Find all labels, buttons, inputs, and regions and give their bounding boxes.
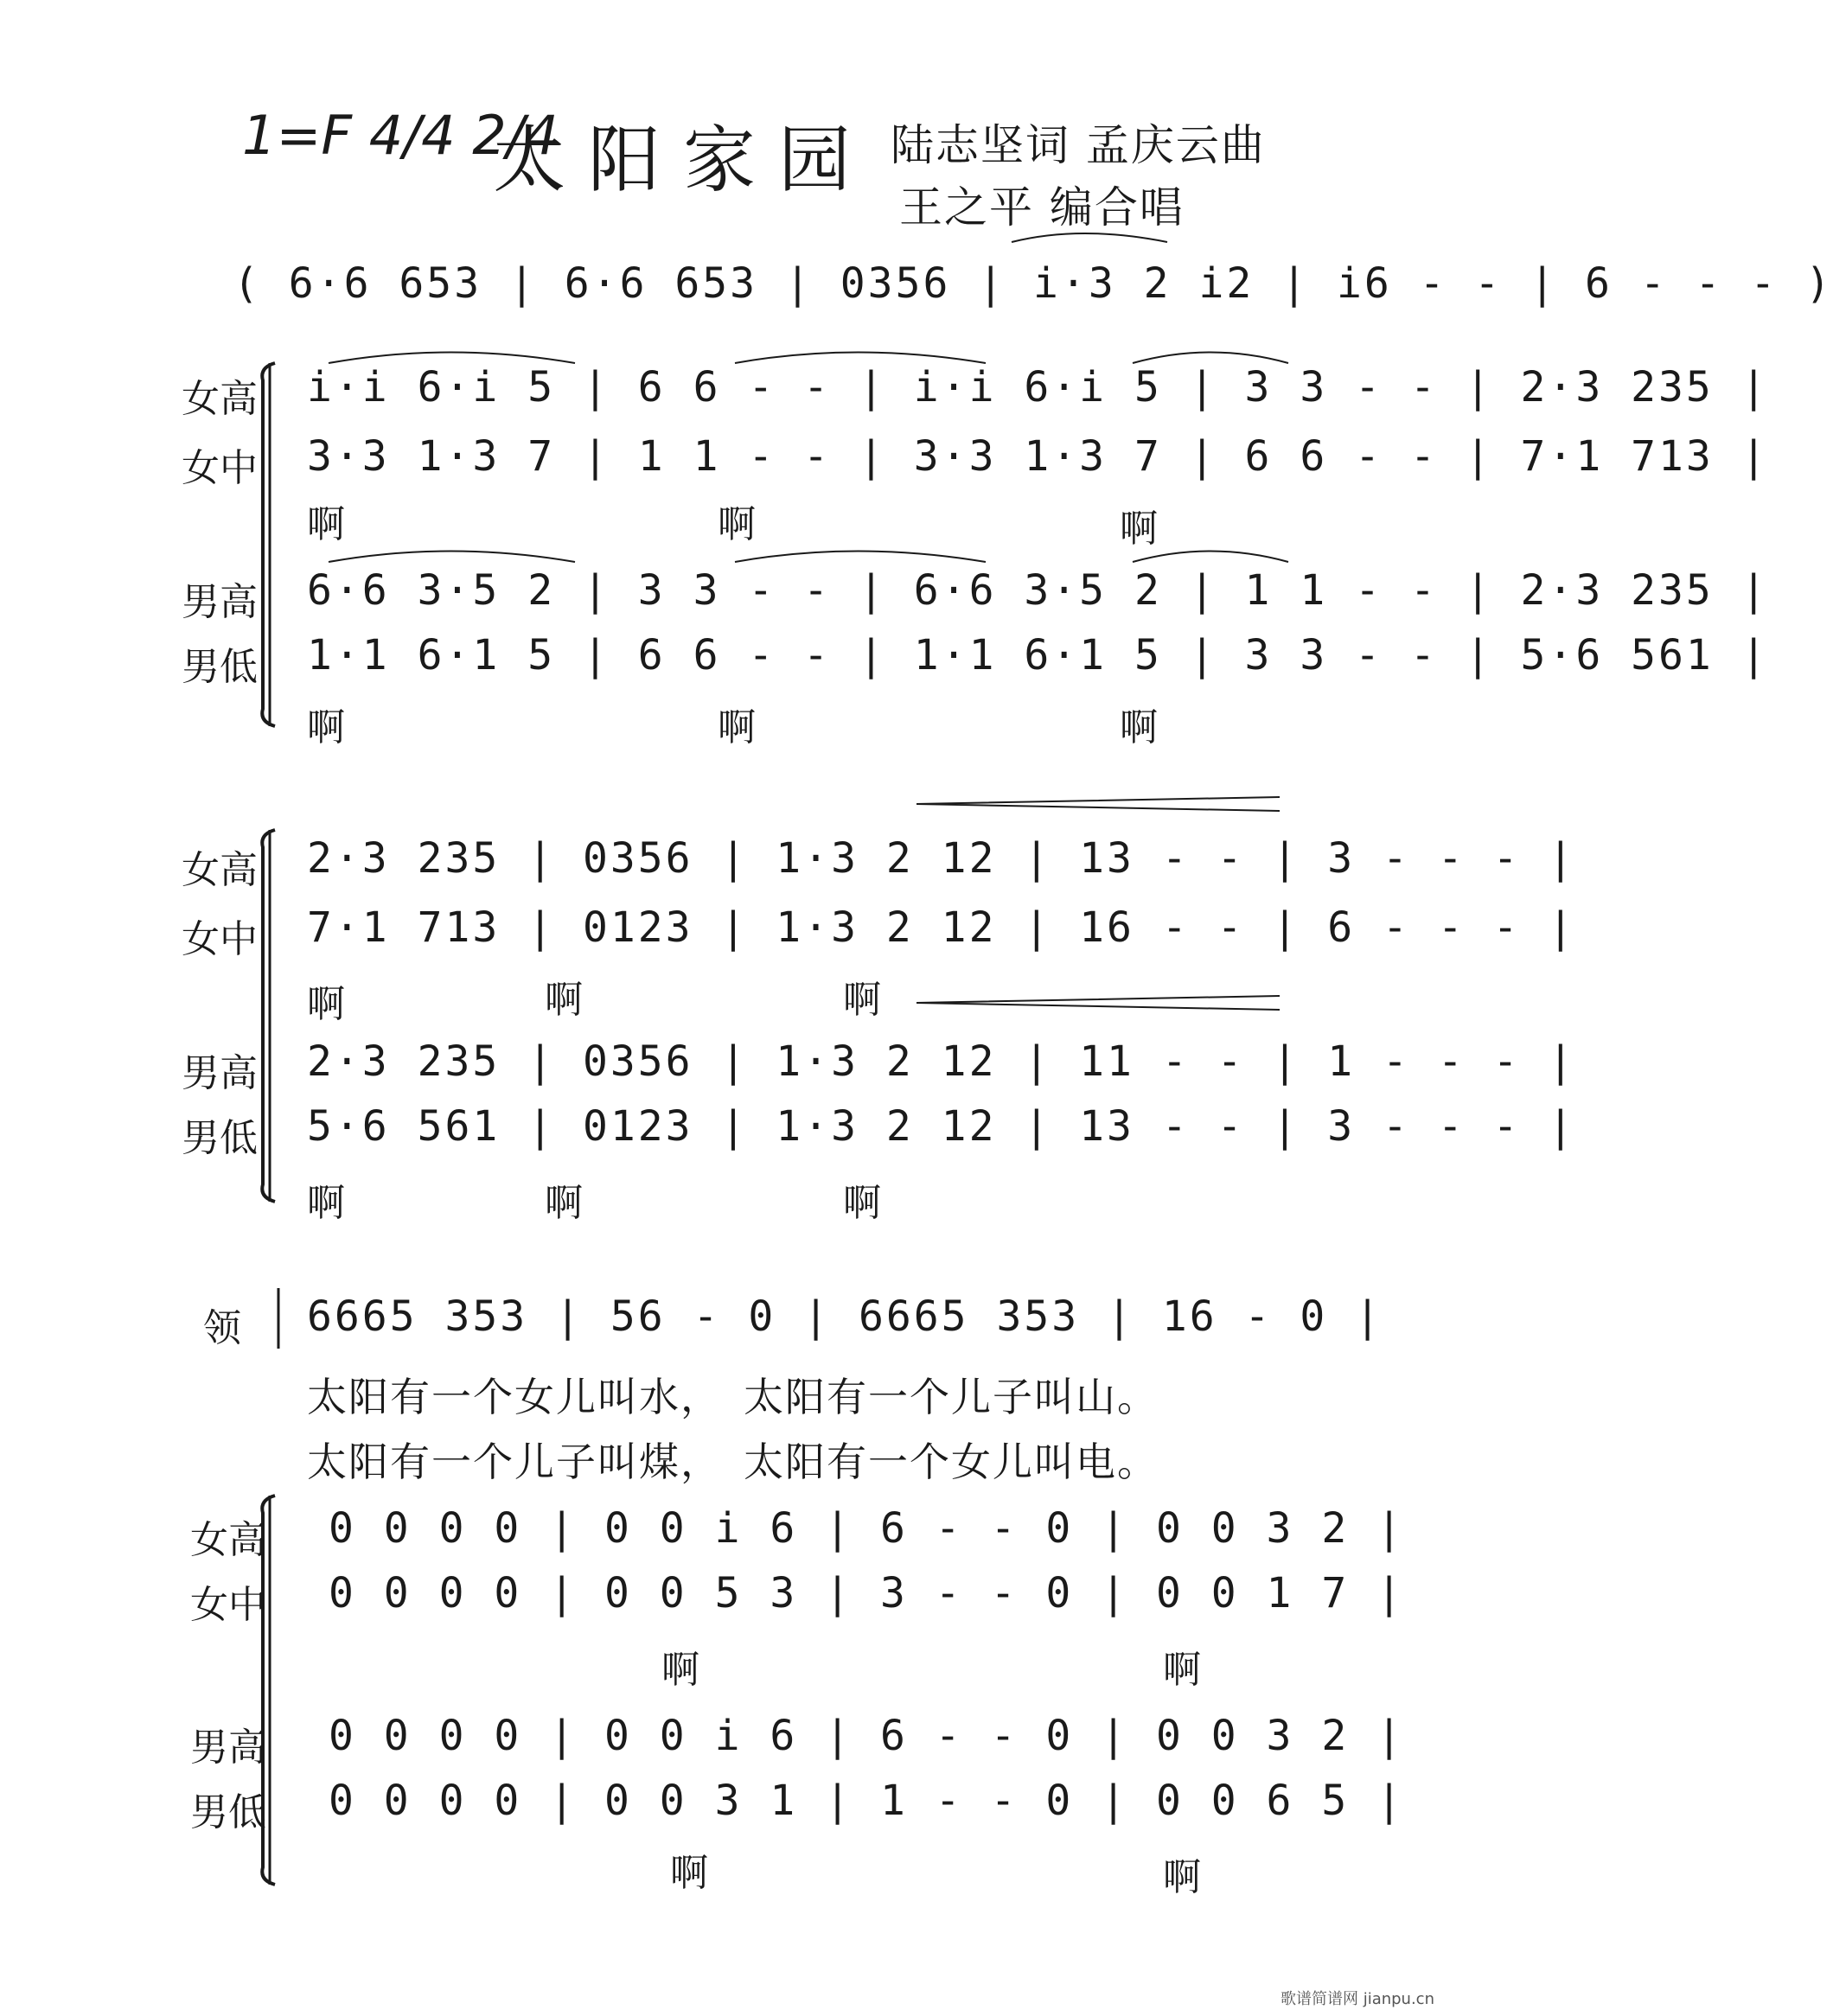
notes-line: i·i 6·i 5 | 6 6 - - | i·i 6·i 5 | 3 3 - - | 2·3 235 | [307, 363, 1769, 411]
syllable: 啊 [718, 705, 756, 750]
key-signature: 1=F 4/4 2/4 [242, 104, 559, 167]
notes-line: 1·1 6·1 5 | 6 6 - - | 1·1 6·1 5 | 3 3 - - | 5·6 561 | [307, 631, 1769, 679]
notes-line: 6665 353 | 56 - 0 | 6665 353 | 16 - 0 | [307, 1292, 1383, 1341]
notes-line: 0 0 0 0 | 0 0 i 6 | 6 - - 0 | 0 0 3 2 | [329, 1504, 1405, 1553]
lyric-line: 太阳有一个女儿叫水， 太阳有一个儿子叫山。 [307, 1374, 1159, 1420]
credit-arranger: 王之平 编合唱 [899, 182, 1185, 233]
syllable: 啊 [843, 1181, 881, 1225]
syllable: 啊 [843, 978, 881, 1022]
syllable: 啊 [1163, 1855, 1201, 1899]
part-label: 男低 [182, 1116, 258, 1160]
part-label: 男高 [190, 1726, 266, 1770]
part-label: 女高 [190, 1518, 266, 1562]
notes-line: 6·6 3·5 2 | 3 3 - - | 6·6 3·5 2 | 1 1 - - | 2·3 235 | [307, 566, 1769, 615]
notes-line: 5·6 561 | 0123 | 1·3 2 12 | 13 - - | 3 - - - | [307, 1102, 1576, 1151]
part-label: 领 [203, 1306, 241, 1350]
part-label: 男低 [190, 1790, 266, 1834]
syllable: 啊 [307, 705, 345, 750]
lyric-line: 太阳有一个儿子叫煤， 太阳有一个女儿叫电。 [307, 1439, 1159, 1485]
syllable: 啊 [545, 1181, 583, 1225]
part-label: 女中 [182, 917, 258, 961]
notes-line: 3·3 1·3 7 | 1 1 - - | 3·3 1·3 7 | 6 6 - - | 7·1 713 | [307, 432, 1769, 481]
syllable: 啊 [1163, 1648, 1201, 1692]
notes-line: 2·3 235 | 0356 | 1·3 2 12 | 11 - - | 1 - - - | [307, 1037, 1576, 1086]
intro-line: ( 6·6 653 | 6·6 653 | 0356 | i·3 2 i2 | i6 - - | 6 - - - ) [233, 259, 1833, 308]
part-label: 男高 [182, 1051, 258, 1095]
syllable: 啊 [670, 1851, 708, 1895]
part-label: 男低 [182, 645, 258, 689]
part-label: 女中 [182, 446, 258, 490]
syllable: 啊 [1120, 705, 1158, 750]
syllable: 啊 [307, 502, 345, 546]
part-label: 女中 [190, 1583, 266, 1627]
page-title: 太阳家园 [493, 118, 874, 202]
syllable: 啊 [307, 1181, 345, 1225]
notes-line: 0 0 0 0 | 0 0 i 6 | 6 - - 0 | 0 0 3 2 | [329, 1712, 1405, 1760]
part-label: 男高 [182, 580, 258, 624]
notes-line: 2·3 235 | 0356 | 1·3 2 12 | 13 - - | 3 - - - | [307, 834, 1576, 883]
credit-composer: 陆志坚词 孟庆云曲 [891, 120, 1266, 170]
syllable: 啊 [1120, 507, 1158, 551]
syllable: 啊 [307, 982, 345, 1026]
part-label: 女高 [182, 848, 258, 892]
notes-line: 0 0 0 0 | 0 0 5 3 | 3 - - 0 | 0 0 1 7 | [329, 1569, 1405, 1617]
notes-line: 0 0 0 0 | 0 0 3 1 | 1 - - 0 | 0 0 6 5 | [329, 1777, 1405, 1825]
syllable: 啊 [718, 502, 756, 546]
syllable: 啊 [545, 978, 583, 1022]
syllable: 啊 [661, 1648, 699, 1692]
part-label: 女高 [182, 377, 258, 421]
notes-line: 7·1 713 | 0123 | 1·3 2 12 | 16 - - | 6 - - - | [307, 903, 1576, 952]
watermark-footer: 歌谱简谱网 jianpu.cn [1280, 1990, 1434, 2008]
